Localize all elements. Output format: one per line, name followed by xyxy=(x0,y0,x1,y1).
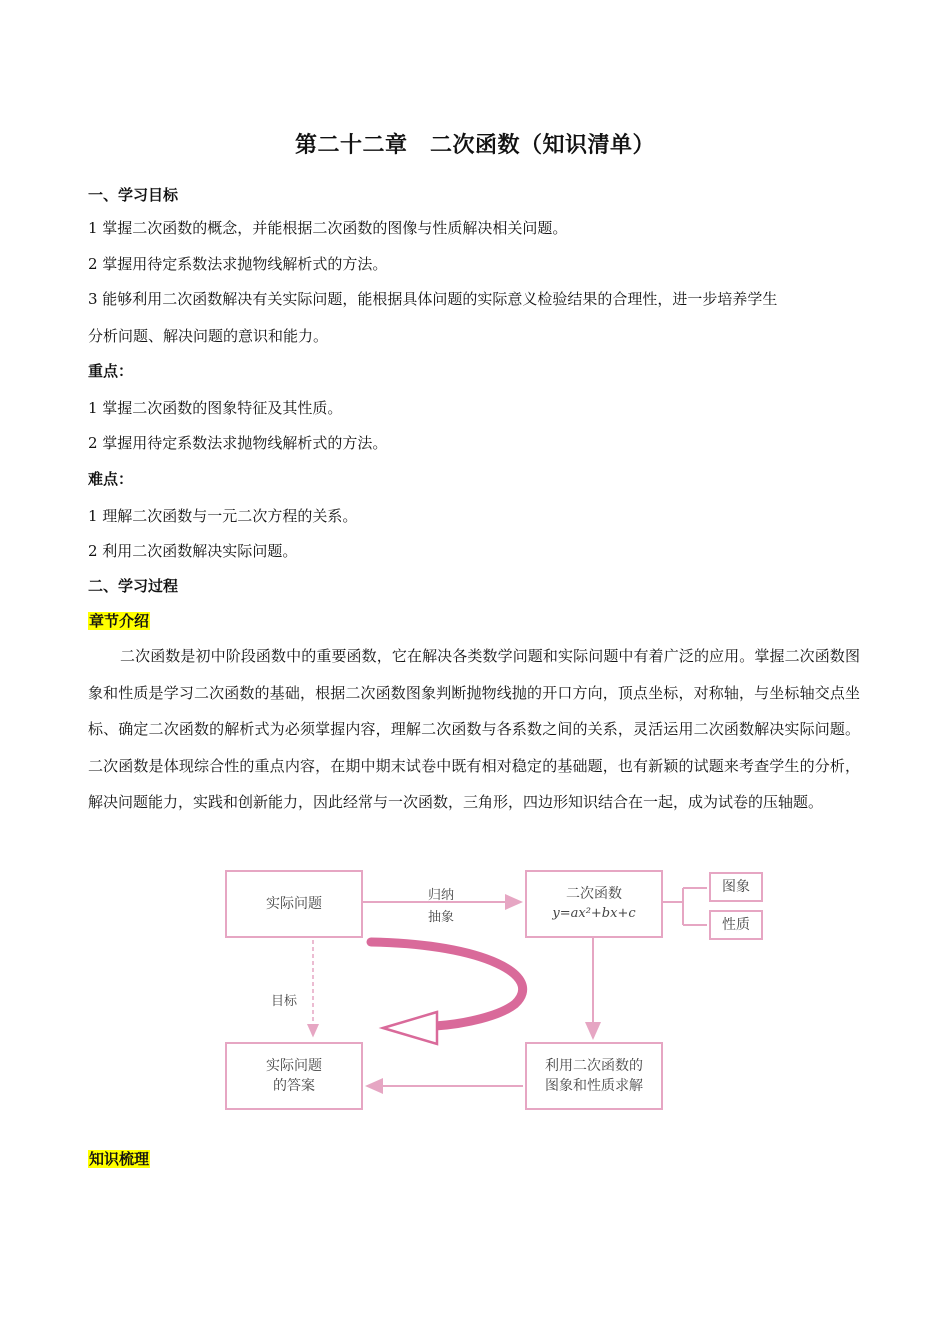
section-heading-goals: 一、学习目标 xyxy=(88,186,179,204)
box-problem-answer xyxy=(225,1042,363,1110)
page-title: 第二十二章 二次函数（知识清单） xyxy=(294,133,655,158)
box-solve-line-2: 图象和性质求解 xyxy=(545,1078,643,1094)
box-quadratic-function xyxy=(525,870,663,938)
goal-item-2: 2 掌握用待定系数法求抛物线解析式的方法。 xyxy=(88,255,388,273)
arrow-label-abstract: 抽象 xyxy=(428,910,455,925)
knowledge-review-label: 知识梳理 xyxy=(89,1150,150,1168)
box-real-problem-label: 实际问题 xyxy=(266,896,322,912)
key-point-2: 2 掌握用待定系数法求抛物线解析式的方法。 xyxy=(88,434,388,452)
difficult-points-heading: 难点： xyxy=(88,470,134,488)
chapter-intro-paragraph: 二次函数是初中阶段函数中的重要函数，它在解决各类数学问题和实际问题中有着广泛的应用。掌握二次函数图象和性质是学习二次函数的基础，根据二次函数图象判断抛物线抛的开口方向，顶点坐标，对称轴，与坐标轴交点坐标、确定二次函数的解析式为必须掌握内容，理解二次函数与各系数之间的关系，灵活运用二次函数解决实际问题。二次函数是体现综合性的重点内容，在期中期末试卷中既有相对稳定的基础题，也有新颖的试题来考查学生的分析，解决问题能力，实践和创新能力，因此经常与一次函数，三角形，四边形知识结合在一起，成为试卷的压轴题。 xyxy=(88,647,860,811)
box-answer-line-2: 的答案 xyxy=(273,1078,315,1094)
goal-item-1: 1 掌握二次函数的概念，并能根据二次函数的图像与性质解决相关问题。 xyxy=(88,219,568,237)
box-graph xyxy=(709,872,763,902)
box-quadratic-function-title: 二次函数 xyxy=(566,886,622,902)
goal-item-3-cont: 分析问题、解决问题的意识和能力。 xyxy=(88,327,329,345)
box-property xyxy=(709,910,763,940)
box-solve-with-function xyxy=(525,1042,663,1110)
section-heading-process: 二、学习过程 xyxy=(88,577,179,595)
chapter-intro-label: 章节介绍 xyxy=(89,612,150,630)
key-point-1: 1 掌握二次函数的图象特征及其性质。 xyxy=(88,399,343,417)
difficult-point-1: 1 理解二次函数与一元二次方程的关系。 xyxy=(88,507,358,525)
key-points-heading: 重点： xyxy=(88,362,134,380)
arrow-label-induce: 归纳 xyxy=(428,888,455,903)
curved-arrow-head xyxy=(383,1012,437,1044)
box-real-problem xyxy=(225,870,363,938)
difficult-point-2: 2 利用二次函数解决实际问题。 xyxy=(88,542,298,560)
box-property-label: 性质 xyxy=(722,917,750,933)
box-solve-line-1: 利用二次函数的 xyxy=(545,1058,643,1074)
concept-flow-diagram xyxy=(215,864,775,1116)
box-graph-label: 图象 xyxy=(722,879,750,895)
goal-label: 目标 xyxy=(271,994,298,1009)
curved-return-arrow xyxy=(371,942,523,1026)
box-answer-line-1: 实际问题 xyxy=(266,1058,322,1074)
quadratic-formula: y=ax²+bx+c xyxy=(552,906,636,921)
goal-item-3: 3 能够利用二次函数解决有关实际问题，能根据具体问题的实际意义检验结果的合理性，进一步培养学生 xyxy=(88,290,778,308)
